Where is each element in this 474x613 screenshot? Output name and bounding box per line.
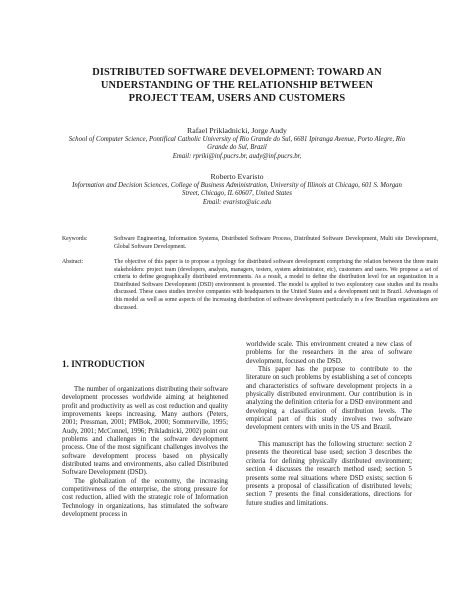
paper-title [40, 66, 434, 106]
paragraph-gap [246, 433, 412, 441]
author-names: Roberto Evaristo [210, 172, 264, 181]
abstract-label: Abstract: [62, 259, 84, 265]
keywords-label: Keywords: [62, 236, 88, 242]
affiliation-line-1: Information and Decision Sciences, College of Business Administration, University of Illinois at Chicago, 601 S. Morgan [72, 182, 402, 189]
paragraph: The globalization of the economy, the increasing competitiveness of the enterprise, the strong pressure for cost reduction, allied with the strategic role of Information Technology in organizations, has stimulated the software development process in [62, 477, 228, 519]
paragraph: worldwide scale. This environment created a new class of problems for the researchers in the area of software development, focused on the DSD. [246, 341, 412, 365]
affiliation-line-2: Grande do Sul, Brazil [207, 144, 267, 152]
title-line-3: PROJECT TEAM, USERS AND CUSTOMERS [128, 93, 346, 105]
affiliation-line-1: School of Computer Science, Pontifical Catholic University of Rio Grande do Sul, 6681 Ipiranga Avenue, Porto Alegre, Rio [68, 136, 406, 143]
author-block-1 [40, 126, 434, 161]
paragraph: The number of organizations distributing their software development processes worldwide aiming at heightened profit and productivity as well as cost reduction and quality improvements keeps increasing. Many authors (Peters, 2001; Pressman, 2001; PMBok, 2000; Sommerville, 1995; Audy, 2001; McConnel, 1996; Prikladnicki, 2002) point out problems and challenges in the software development process. One of the most significant challenges involves the software development process based on physically distributed teams and environments, also called Distributed Software Development (DSD). [62, 386, 228, 477]
keywords-text: Software Engineering, Information Systems, Distributed Software Process, Distributed Software Development, Multi site Development, Global Software Development. [114, 236, 438, 250]
affiliation-line-2: Street, Chicago, IL 60607, United States [182, 190, 292, 198]
abstract-block [62, 259, 442, 329]
right-column [246, 341, 412, 508]
title-line-2: UNDERSTANDING OF THE RELATIONSHIP BETWEEN [100, 80, 374, 92]
author-email: Email: evaristo@uic.edu [202, 198, 272, 206]
paragraph: This manuscript has the following structure: section 2 presents the theoretical base used; section 3 describes the criteria for defining physically distributed environment; section 4 discusses the research method used; section 5 presents some real situations where DSD exists; section 6 presents a proposal of classification of distributed levels; section 7 presents the final considerations, directions for future studies and limitations. [246, 441, 412, 507]
author-email: Email: rpriki@inf.pucrs.br, audy@inf.pucrs.br, [172, 152, 302, 160]
section-heading: 1. INTRODUCTION [62, 359, 145, 369]
author-block-2 [40, 172, 434, 207]
abstract-text: The objective of this paper is to propose a typology for distributed software development comprising the relation between the three main stakeholders: project team (developers, analysts, managers, testers, system administrator, etc), customers and users. We propose a set of criteria to define geographically distributed environments. As a result, a model to define the distribution level for an organization in a Distributed Software Development (DSD) environment is presented. The model is applied to two exploratory case studies and its results discussed. These cases studies involve companies with headquarters in the United States and a development unit in Brazil. Advantages of this model as well as some aspects of the increasing distribution of software development particularly in a few Brazilian organizations are discussed. [114, 259, 438, 311]
author-names: Rafael Prikladnicki, Jorge Audy [187, 126, 287, 135]
keywords-block [62, 236, 442, 254]
title-line-1: DISTRIBUTED SOFTWARE DEVELOPMENT: TOWARD AN [92, 67, 382, 78]
left-column [62, 359, 228, 520]
paragraph: This paper has the purpose to contribute to the literature on such problems by establishing a set of concepts and characteristics of software development projects in a physically distributed environment. Our contribution is in analyzing the definition criteria for a DSD environment and developing a classification of distribution levels. The empirical part of this study involves two software development centers with units in the US and Brazil. [246, 366, 412, 432]
